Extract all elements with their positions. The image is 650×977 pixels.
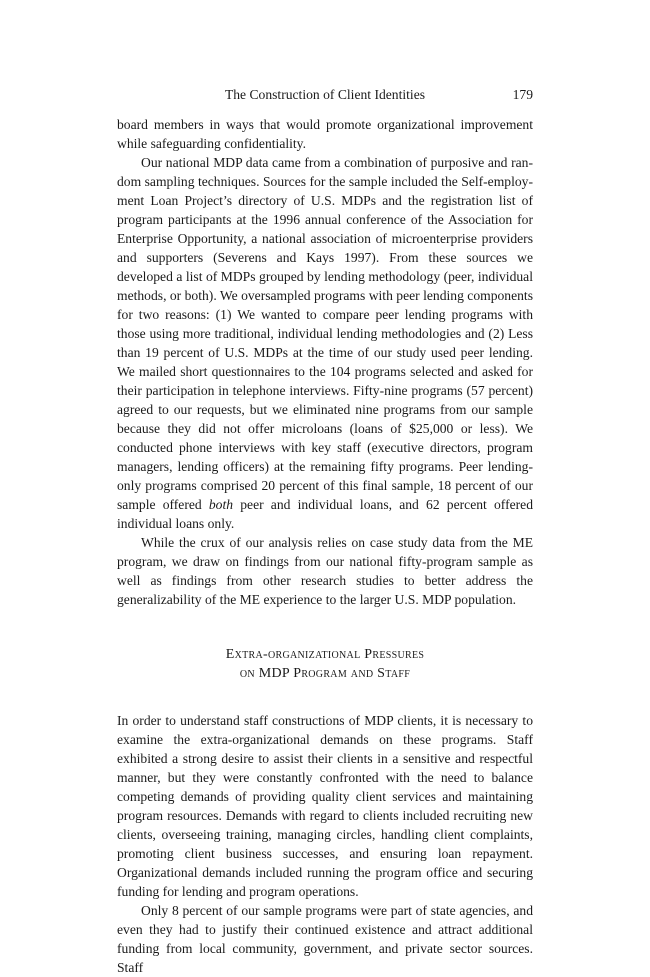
page-number: 179	[512, 87, 533, 102]
running-head	[117, 86, 533, 104]
paragraph-national-data-text: Our national MDP data came from a combination of purposive and random sampling techniques. Sources for the sample included the Self-employment Loan Project’s directory of U.S. MDPs and the registration list of program participants at the 1996 annual conference of the Association for Enterprise Opportunity, a national association of microenterprise providers and supporters (Severens and Kays 1997). From these sources we developed a list of MDPs grouped by lending methodology (peer, individual methods, or both). We oversampled programs with peer lending components for two reasons: (1) We wanted to compare peer lending programs with those using more traditional, individual lending methodologies and (2) Less than 19 percent of U.S. MDPs at the time of our study used peer lending. We mailed short questionnaires to the 104 programs selected and asked for their participation in telephone interviews. Fifty-nine programs (57 percent) agreed to our requests, but we eliminated nine programs from our sample because they did not offer microloans (loans of $25,000 or less). We conducted phone interviews with key staff (executive directors, program managers, lending officers) at the remaining fifty programs. Peer lending-only programs comprised 20 percent of this final sample, 18 percent of our sample offered	[117, 155, 533, 512]
paragraph-case-study: While the crux of our analysis relies on case study data from the ME program, we draw on findings from our national fifty-program sample as well as findings from other research studies to better address the generalizability of the ME experience to the larger U.S. MDP population.	[117, 535, 533, 607]
paragraph-state-agencies: Only 8 percent of our sample programs were part of state agencies, and even they had to justify their continued existence and attract additional funding from local community, government, and private sector sources. Staff	[117, 903, 533, 975]
section-heading	[117, 645, 533, 683]
paragraph-staff-constructions: In order to understand staff constructions of MDP clients, it is necessary to examine the extra-organizational demands on these programs. Staff exhibited a strong desire to assist their clients in a sensitive and respectful manner, but they were constantly confronted with the need to balance competing demands of providing quality client services and maintaining program resources. Demands with regard to clients included recruiting new clients, overseeing training, managing circles, handling client complaints, promoting client business successes, and ensuring loan repayment. Organizational demands included running the program office and securing funding for lending and program operations.	[117, 713, 533, 899]
paragraph-national-data	[117, 153, 533, 533]
section-heading-line-1: Extra-organizational Pressures	[225, 647, 425, 662]
body-text	[117, 115, 533, 977]
section-heading-line-2: on MDP Program and Staff	[239, 666, 411, 681]
emphasis-both: both	[208, 497, 234, 512]
paragraph-continued: board members in ways that would promote organizational improvement while safeguarding confidentiality.	[117, 117, 533, 151]
running-head-title: The Construction of Client Identities	[224, 87, 426, 102]
paragraph-national-data-tail: peer and individual loans, and 62 percent offered individual loans only.	[117, 497, 533, 531]
